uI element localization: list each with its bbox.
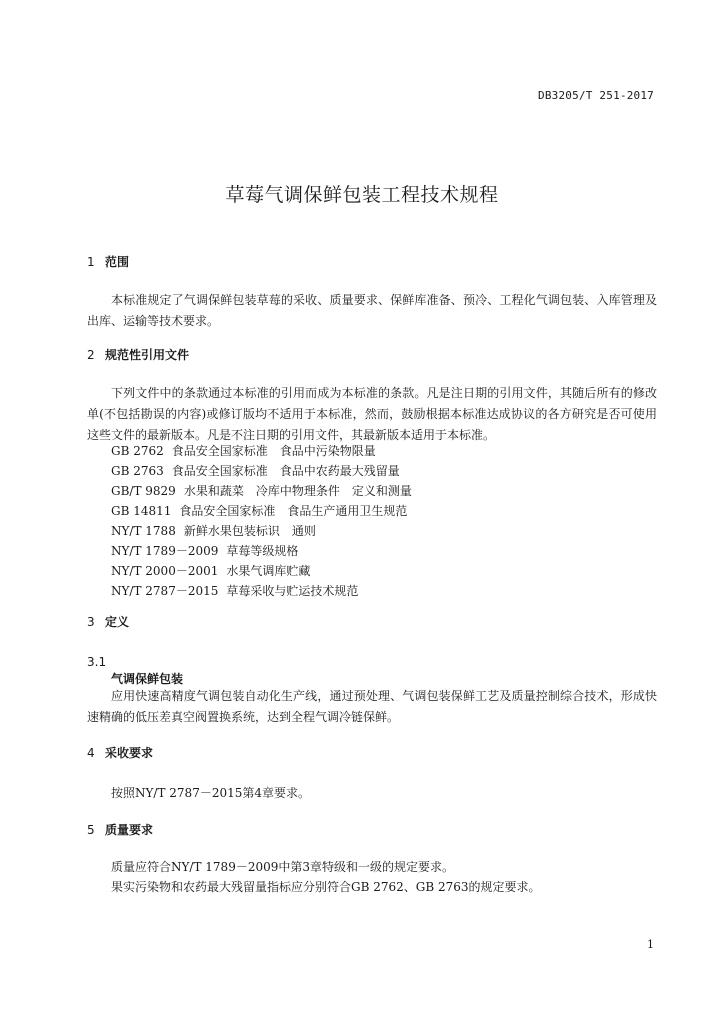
section-heading-references — [87, 347, 189, 363]
reference-name: 食品安全国家标准 食品生产通用卫生规范 — [179, 504, 408, 518]
section-number: 1 — [87, 255, 95, 269]
reference-name: 食品安全国家标准 食品中污染物限量 — [171, 444, 376, 458]
reference-item — [111, 561, 412, 581]
quality-line-2: 果实污染物和农药最大残留量指标应分别符合GB 2762、GB 2763的规定要求。 — [111, 880, 541, 894]
document-code: DB3205/T 251-2017 — [538, 89, 654, 102]
reference-code: NY/T 2000－2001 — [111, 564, 219, 578]
section-number: 3 — [87, 615, 95, 629]
section-number: 5 — [87, 823, 95, 837]
section-number: 2 — [87, 348, 95, 362]
section-title: 规范性引用文件 — [105, 348, 190, 362]
section-number: 4 — [87, 746, 95, 760]
reference-item — [111, 481, 412, 501]
reference-name: 草莓采收与贮运技术规范 — [226, 584, 359, 598]
page-number: 1 — [647, 938, 654, 951]
reference-name: 水果和蔬菜 冷库中物理条件 定义和测量 — [183, 484, 412, 498]
document-title: 草莓气调保鲜包装工程技术规程 — [225, 184, 499, 206]
reference-item — [111, 521, 412, 541]
reference-list — [111, 441, 412, 601]
reference-code: GB/T 9829 — [111, 484, 176, 498]
section-title: 定义 — [105, 615, 130, 629]
reference-code: NY/T 2787－2015 — [111, 584, 219, 598]
reference-item — [111, 581, 412, 601]
section-heading-harvest — [87, 745, 153, 761]
harvest-text: 按照NY/T 2787－2015第4章要求。 — [111, 786, 310, 800]
reference-code: GB 2762 — [111, 444, 164, 458]
quality-line-1: 质量应符合NY/T 1789－2009中第3章特级和一级的规定要求。 — [111, 860, 454, 874]
term-number: 3.1 — [87, 655, 107, 669]
reference-item — [111, 501, 412, 521]
reference-item — [111, 461, 412, 481]
reference-name: 新鲜水果包装标识 通则 — [183, 524, 316, 538]
section-heading-quality — [87, 822, 153, 838]
reference-code: GB 14811 — [111, 504, 172, 518]
section-heading-scope — [87, 254, 129, 270]
references-paragraph: 下列文件中的条款通过本标准的引用而成为本标准的条款。凡是注日期的引用文件，其随后所有的修改单(不包括勘误的内容)或修订版均不适用于本标准，然而，鼓励根据本标准达成协议的各方研究是否可使用这些文件的最新版本。凡是不注日期的引用文件，其最新版本适用于本标准。 — [87, 386, 657, 442]
reference-item — [111, 441, 412, 461]
term-name: 气调保鲜包装 — [111, 672, 184, 686]
scope-paragraph: 本标准规定了气调保鲜包装草莓的采收、质量要求、保鲜库准备、预冷、工程化气调包装、入库管理及出库、运输等技术要求。 — [87, 293, 657, 328]
reference-code: NY/T 1788 — [111, 524, 176, 538]
reference-name: 食品安全国家标准 食品中农药最大残留量 — [171, 464, 400, 478]
reference-name: 水果气调库贮藏 — [226, 564, 311, 578]
section-title: 范围 — [105, 255, 130, 269]
reference-name: 草莓等级规格 — [226, 544, 299, 558]
reference-code: GB 2763 — [111, 464, 164, 478]
reference-code: NY/T 1789－2009 — [111, 544, 219, 558]
reference-item — [111, 541, 412, 561]
section-title: 质量要求 — [105, 823, 154, 837]
section-title: 采收要求 — [105, 746, 154, 760]
term-definition: 应用快速高精度气调包装自动化生产线，通过预处理、气调包装保鲜工艺及质量控制综合技术，形成快速精确的低压差真空阀置换系统，达到全程气调冷链保鲜。 — [87, 689, 657, 724]
section-heading-definitions — [87, 614, 129, 630]
